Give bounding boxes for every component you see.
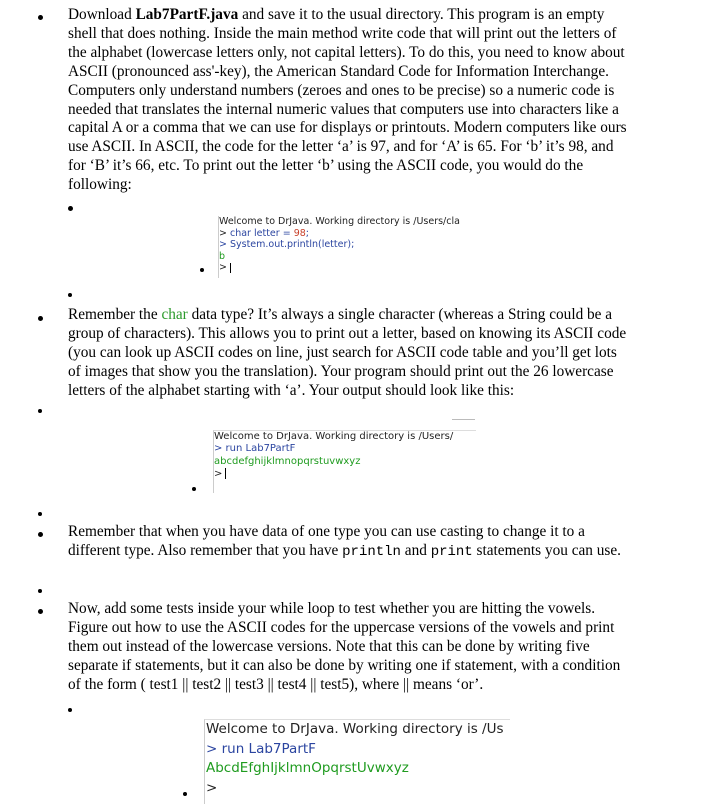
console-welcome: Welcome to DrJava. Working directory is /Users/cla xyxy=(219,216,460,227)
code-println: println xyxy=(342,543,401,560)
paragraph-vowels xyxy=(68,600,628,695)
drjava-console-2 xyxy=(213,430,476,493)
bullet xyxy=(38,316,43,321)
console-prompt[interactable]: > xyxy=(206,779,218,796)
console-output: abcdefghijklmnopqrstuvwxyz xyxy=(214,455,361,467)
bullet xyxy=(68,206,73,211)
console-input-line: > char letter = 98; xyxy=(219,227,309,239)
text: Remember the xyxy=(68,306,162,323)
bullet xyxy=(68,293,72,297)
drjava-console-3 xyxy=(204,719,510,804)
paragraph-download xyxy=(68,6,628,195)
text: Download xyxy=(68,6,136,23)
bullet xyxy=(38,512,42,516)
code-print: print xyxy=(430,543,473,560)
filename: Lab7PartF.java xyxy=(135,6,239,23)
bullet xyxy=(38,609,43,614)
bullet xyxy=(38,589,42,593)
console-prompt[interactable]: > xyxy=(214,468,476,481)
text: Remember that when you have data of one type you can use casting to change it to a different type. Also remember that you have xyxy=(68,523,585,559)
paragraph-char-type xyxy=(68,306,628,401)
console-prompt[interactable]: > xyxy=(219,262,497,274)
console-welcome: Welcome to DrJava. Working directory is /Us xyxy=(206,721,504,737)
drjava-console-1 xyxy=(218,216,497,278)
paragraph-casting xyxy=(68,523,628,562)
divider xyxy=(452,419,475,420)
bullet xyxy=(68,708,72,712)
text: and save it to the usual directory. This program is an empty shell that does nothing. Inside the main method write code that will print out the letters of the alphabet (lowercase letters only, not capital letters). To do this, you need to know about ASCII (pronounced ass'-key), the American Standard Code for Information Interchange. Computers only understand numbers (zeroes and ones to be precise) so a numeric code is needed that translates the internal numeric values that computers use into characters like a capital A or a comma that we can use for displays or printouts. Modern computers like ours use ASCII. In ASCII, the code for the letter ‘a’ is 97, and for ‘A’ is 65. For ‘b’ it’s 98, and for ‘B’ it’s 66, etc. To print out the letter ‘b’ using the ASCII code, you would do the following: xyxy=(68,6,627,194)
text: statements you can use. xyxy=(472,541,621,559)
bullet xyxy=(38,15,43,20)
console-run-command: > run Lab7PartF xyxy=(206,740,316,757)
text: data type? It’s always a single character (whereas a String could be a group of characters). This allows you to print out a letter, based on knowing its ASCII code (you can look up ASCII codes on line, just search for ASCII code table and you’ll get lots of images that show you the translation). Your program should print out the 26 lowercase letters of the alphabet starting with ‘a’. Your output should look like this: xyxy=(68,306,627,399)
console-welcome: Welcome to DrJava. Working directory is /Users/ xyxy=(214,431,454,442)
console-output: b xyxy=(219,250,226,262)
text: Now, add some tests inside your while loop to test whether you are hitting the vowels. Figure out how to use the ASCII codes for the uppercase versions of the vowels and print them out instead of the lowercase versions. Note that this can be done by writing five separate if statements, but it can also be done by writing one if statement, with a condition of the form ( test1 || test2 || test3 || test4 || test5), where || means ‘or’. xyxy=(68,600,621,693)
console-run-command: > run Lab7PartF xyxy=(214,443,296,455)
bullet xyxy=(183,792,187,796)
console-output: AbcdEfghIjklmnOpqrstUvwxyz xyxy=(206,760,409,776)
bullet xyxy=(192,487,196,491)
char-keyword: char xyxy=(161,306,188,323)
text: and xyxy=(400,541,431,559)
bullet xyxy=(200,268,204,272)
console-input-line: > System.out.println(letter); xyxy=(219,239,355,251)
bullet xyxy=(38,532,43,537)
bullet xyxy=(38,409,42,413)
